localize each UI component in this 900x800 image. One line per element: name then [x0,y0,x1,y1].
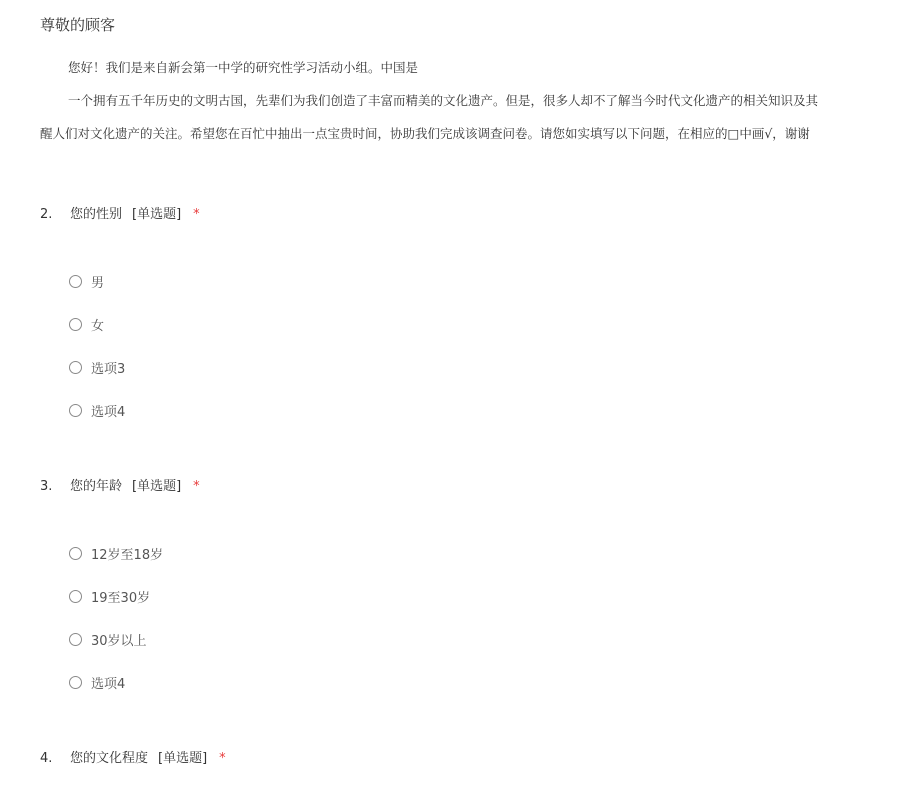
option-label: 选项4 [91,404,126,420]
radio-circle-icon[interactable] [69,676,82,689]
radio-circle-icon[interactable] [69,361,82,374]
required-marker: * [219,751,226,766]
radio-circle-icon[interactable] [69,590,82,603]
radio-circle-icon[interactable] [69,404,82,417]
question-number: 4. [40,751,53,766]
option-label: 19至30岁 [91,590,151,606]
question-type: [单选题] [158,751,208,766]
greeting-title: 尊敬的顾客 [40,16,116,34]
option-gender-3[interactable] [69,358,125,376]
question-text: 您的性别 [70,207,123,222]
question-3-title [40,475,200,494]
option-label: 12岁至18岁 [91,547,164,563]
question-number: 2. [40,207,53,222]
option-age-1[interactable] [69,544,163,562]
option-label: 选项3 [91,361,126,377]
question-2-title [40,203,200,222]
question-number: 3. [40,479,53,494]
option-gender-female[interactable] [69,315,104,333]
question-text: 您的年龄 [70,479,123,494]
option-label: 选项4 [91,676,126,692]
question-type: [单选题] [132,479,182,494]
option-label: 30岁以上 [91,633,147,649]
option-label: 男 [91,275,105,291]
question-type: [单选题] [132,207,182,222]
intro-line-2: 一个拥有五千年历史的文明古国，先辈们为我们创造了丰富而精美的文化遗产。但是，很多人却不了解当今时代文化遗产的相关知识及其 [68,93,819,108]
radio-circle-icon[interactable] [69,547,82,560]
option-label: 女 [91,318,105,334]
question-4-title [40,747,226,766]
option-gender-4[interactable] [69,401,125,419]
radio-circle-icon[interactable] [69,275,82,288]
radio-circle-icon[interactable] [69,633,82,646]
radio-circle-icon[interactable] [69,318,82,331]
required-marker: * [193,479,200,494]
option-age-2[interactable] [69,587,150,605]
intro-line-3: 醒人们对文化遗产的关注。希望您在百忙中抽出一点宝贵时间，协助我们完成该调查问卷。请您如实填写以下问题，在相应的□中画√，谢谢 [40,126,810,141]
required-marker: * [193,207,200,222]
option-age-4[interactable] [69,673,125,691]
option-age-3[interactable] [69,630,147,648]
intro-line-1: 您好！我们是来自新会第一中学的研究性学习活动小组。中国是 [68,60,419,75]
question-text: 您的文化程度 [70,751,149,766]
option-gender-male[interactable] [69,272,104,290]
